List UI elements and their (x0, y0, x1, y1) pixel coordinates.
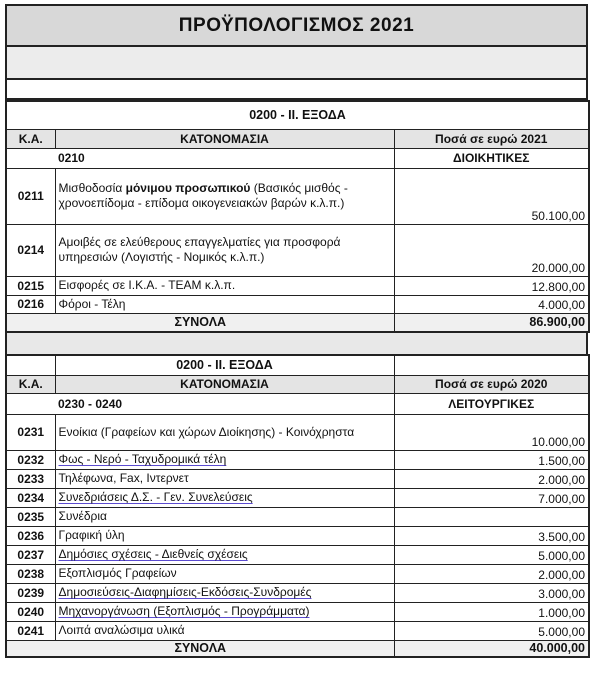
account-amount: 7.000,00 (394, 488, 589, 507)
account-amount: 1.000,00 (394, 602, 589, 621)
column-header-amount: Ποσά σε ευρώ 2020 (394, 375, 589, 393)
account-description: Τηλέφωνα, Fax, Ιντερνετ (55, 469, 394, 488)
account-description: Αμοιβές σε ελεύθερους επαγγελματίες για προσφορά υπηρεσιών (Λογιστής - Νομικός κ.λ.π.) (55, 224, 394, 276)
blank-row (5, 80, 588, 100)
account-code: 0239 (6, 583, 55, 602)
group-code: 0210 (55, 148, 394, 168)
account-amount: 5.000,00 (394, 545, 589, 564)
table-row (6, 276, 589, 295)
description-text: Μισθοδοσία (58, 181, 126, 195)
account-amount: 5.000,00 (394, 621, 589, 640)
account-description: Φως - Νερό - Ταχυδρομικά τέλη (55, 450, 394, 469)
account-code: 0216 (6, 295, 55, 313)
account-code: 0238 (6, 564, 55, 583)
account-amount (394, 507, 589, 526)
account-amount: 4.000,00 (394, 295, 589, 313)
account-amount: 2.000,00 (394, 469, 589, 488)
table-row (6, 583, 589, 602)
account-code: 0231 (6, 414, 55, 450)
account-amount: 2.000,00 (394, 564, 589, 583)
budget-sheet (5, 4, 588, 658)
account-description: Γραφική ύλη (55, 526, 394, 545)
account-description: Ενοίκια (Γραφείων και χώρων Διοίκησης) - Κοινόχρηστα (55, 414, 394, 450)
table-row (6, 414, 589, 450)
table-row (6, 507, 589, 526)
table-row (6, 545, 589, 564)
account-description: Συνεδριάσεις Δ.Σ. - Γεν. Συνελεύσεις (55, 488, 394, 507)
totals-amount: 86.900,00 (394, 313, 589, 332)
totals-amount: 40.000,00 (394, 640, 589, 657)
separator (5, 333, 588, 354)
account-description: Λοιπά αναλώσιμα υλικά (55, 621, 394, 640)
column-header-ka: Κ.Α. (6, 129, 55, 148)
account-amount: 1.500,00 (394, 450, 589, 469)
table-row (6, 488, 589, 507)
column-header-name: ΚΑΤΟΝΟΜΑΣΙΑ (55, 375, 394, 393)
blank-row (5, 47, 588, 80)
account-code: 0232 (6, 450, 55, 469)
page-title: ΠΡΟΫΠΟΛΟΓΙΣΜΟΣ 2021 (5, 4, 588, 47)
account-description: Εισφορές σε Ι.Κ.Α. - ΤΕΑΜ κ.λ.π. (55, 276, 394, 295)
account-amount: 20.000,00 (394, 224, 589, 276)
table-row (6, 526, 589, 545)
account-code: 0214 (6, 224, 55, 276)
account-description: Εξοπλισμός Γραφείων (55, 564, 394, 583)
account-description: Δημόσιες σχέσεις - Διεθνείς σχέσεις (55, 545, 394, 564)
table-section-operational (5, 354, 590, 658)
table-row (6, 621, 589, 640)
account-code: 0235 (6, 507, 55, 526)
account-code: 0215 (6, 276, 55, 295)
account-code: 0236 (6, 526, 55, 545)
account-amount: 3.000,00 (394, 583, 589, 602)
table-row (6, 450, 589, 469)
account-code: 0233 (6, 469, 55, 488)
account-amount: 3.500,00 (394, 526, 589, 545)
account-amount: 50.100,00 (394, 168, 589, 224)
table-row (6, 224, 589, 276)
account-code: 0237 (6, 545, 55, 564)
table-section-administrative (5, 100, 590, 333)
account-code: 0241 (6, 621, 55, 640)
group-code: 0230 - 0240 (55, 393, 394, 414)
section-heading: 0200 - ΙΙ. ΕΞΟΔΑ (6, 101, 589, 129)
description-bold: μόνιμου προσωπικού (125, 181, 251, 195)
column-header-ka: Κ.Α. (6, 375, 55, 393)
account-description: Δημοσιεύσεις-Διαφημίσεις-Εκδόσεις-Συνδρομές (55, 583, 394, 602)
account-amount: 10.000,00 (394, 414, 589, 450)
column-header-amount: Ποσά σε ευρώ 2021 (394, 129, 589, 148)
group-category: ΛΕΙΤΟΥΡΓΙΚΕΣ (394, 393, 589, 414)
account-code: 0240 (6, 602, 55, 621)
account-code: 0211 (6, 168, 55, 224)
table-row (6, 469, 589, 488)
table-row (6, 295, 589, 313)
account-description: Συνέδρια (55, 507, 394, 526)
account-description: Μηχανοργάνωση (Εξοπλισμός - Προγράμματα) (55, 602, 394, 621)
column-header-name: ΚΑΤΟΝΟΜΑΣΙΑ (55, 129, 394, 148)
totals-label: ΣΥΝΟΛΑ (6, 313, 394, 332)
account-description: Φόροι - Τέλη (55, 295, 394, 313)
account-code: 0234 (6, 488, 55, 507)
section-heading: 0200 - ΙΙ. ΕΞΟΔΑ (55, 355, 394, 375)
description-text: (Βασικός μισθός - χρονοεπίδομα - επίδομα οικογενειακών βαρών κ.λ.π.) (58, 181, 348, 210)
account-amount: 12.800,00 (394, 276, 589, 295)
account-description (55, 168, 394, 224)
table-row (6, 168, 589, 224)
table-row (6, 602, 589, 621)
totals-label: ΣΥΝΟΛΑ (6, 640, 394, 657)
group-category: ΔΙΟΙΚΗΤΙΚΕΣ (394, 148, 589, 168)
table-row (6, 564, 589, 583)
